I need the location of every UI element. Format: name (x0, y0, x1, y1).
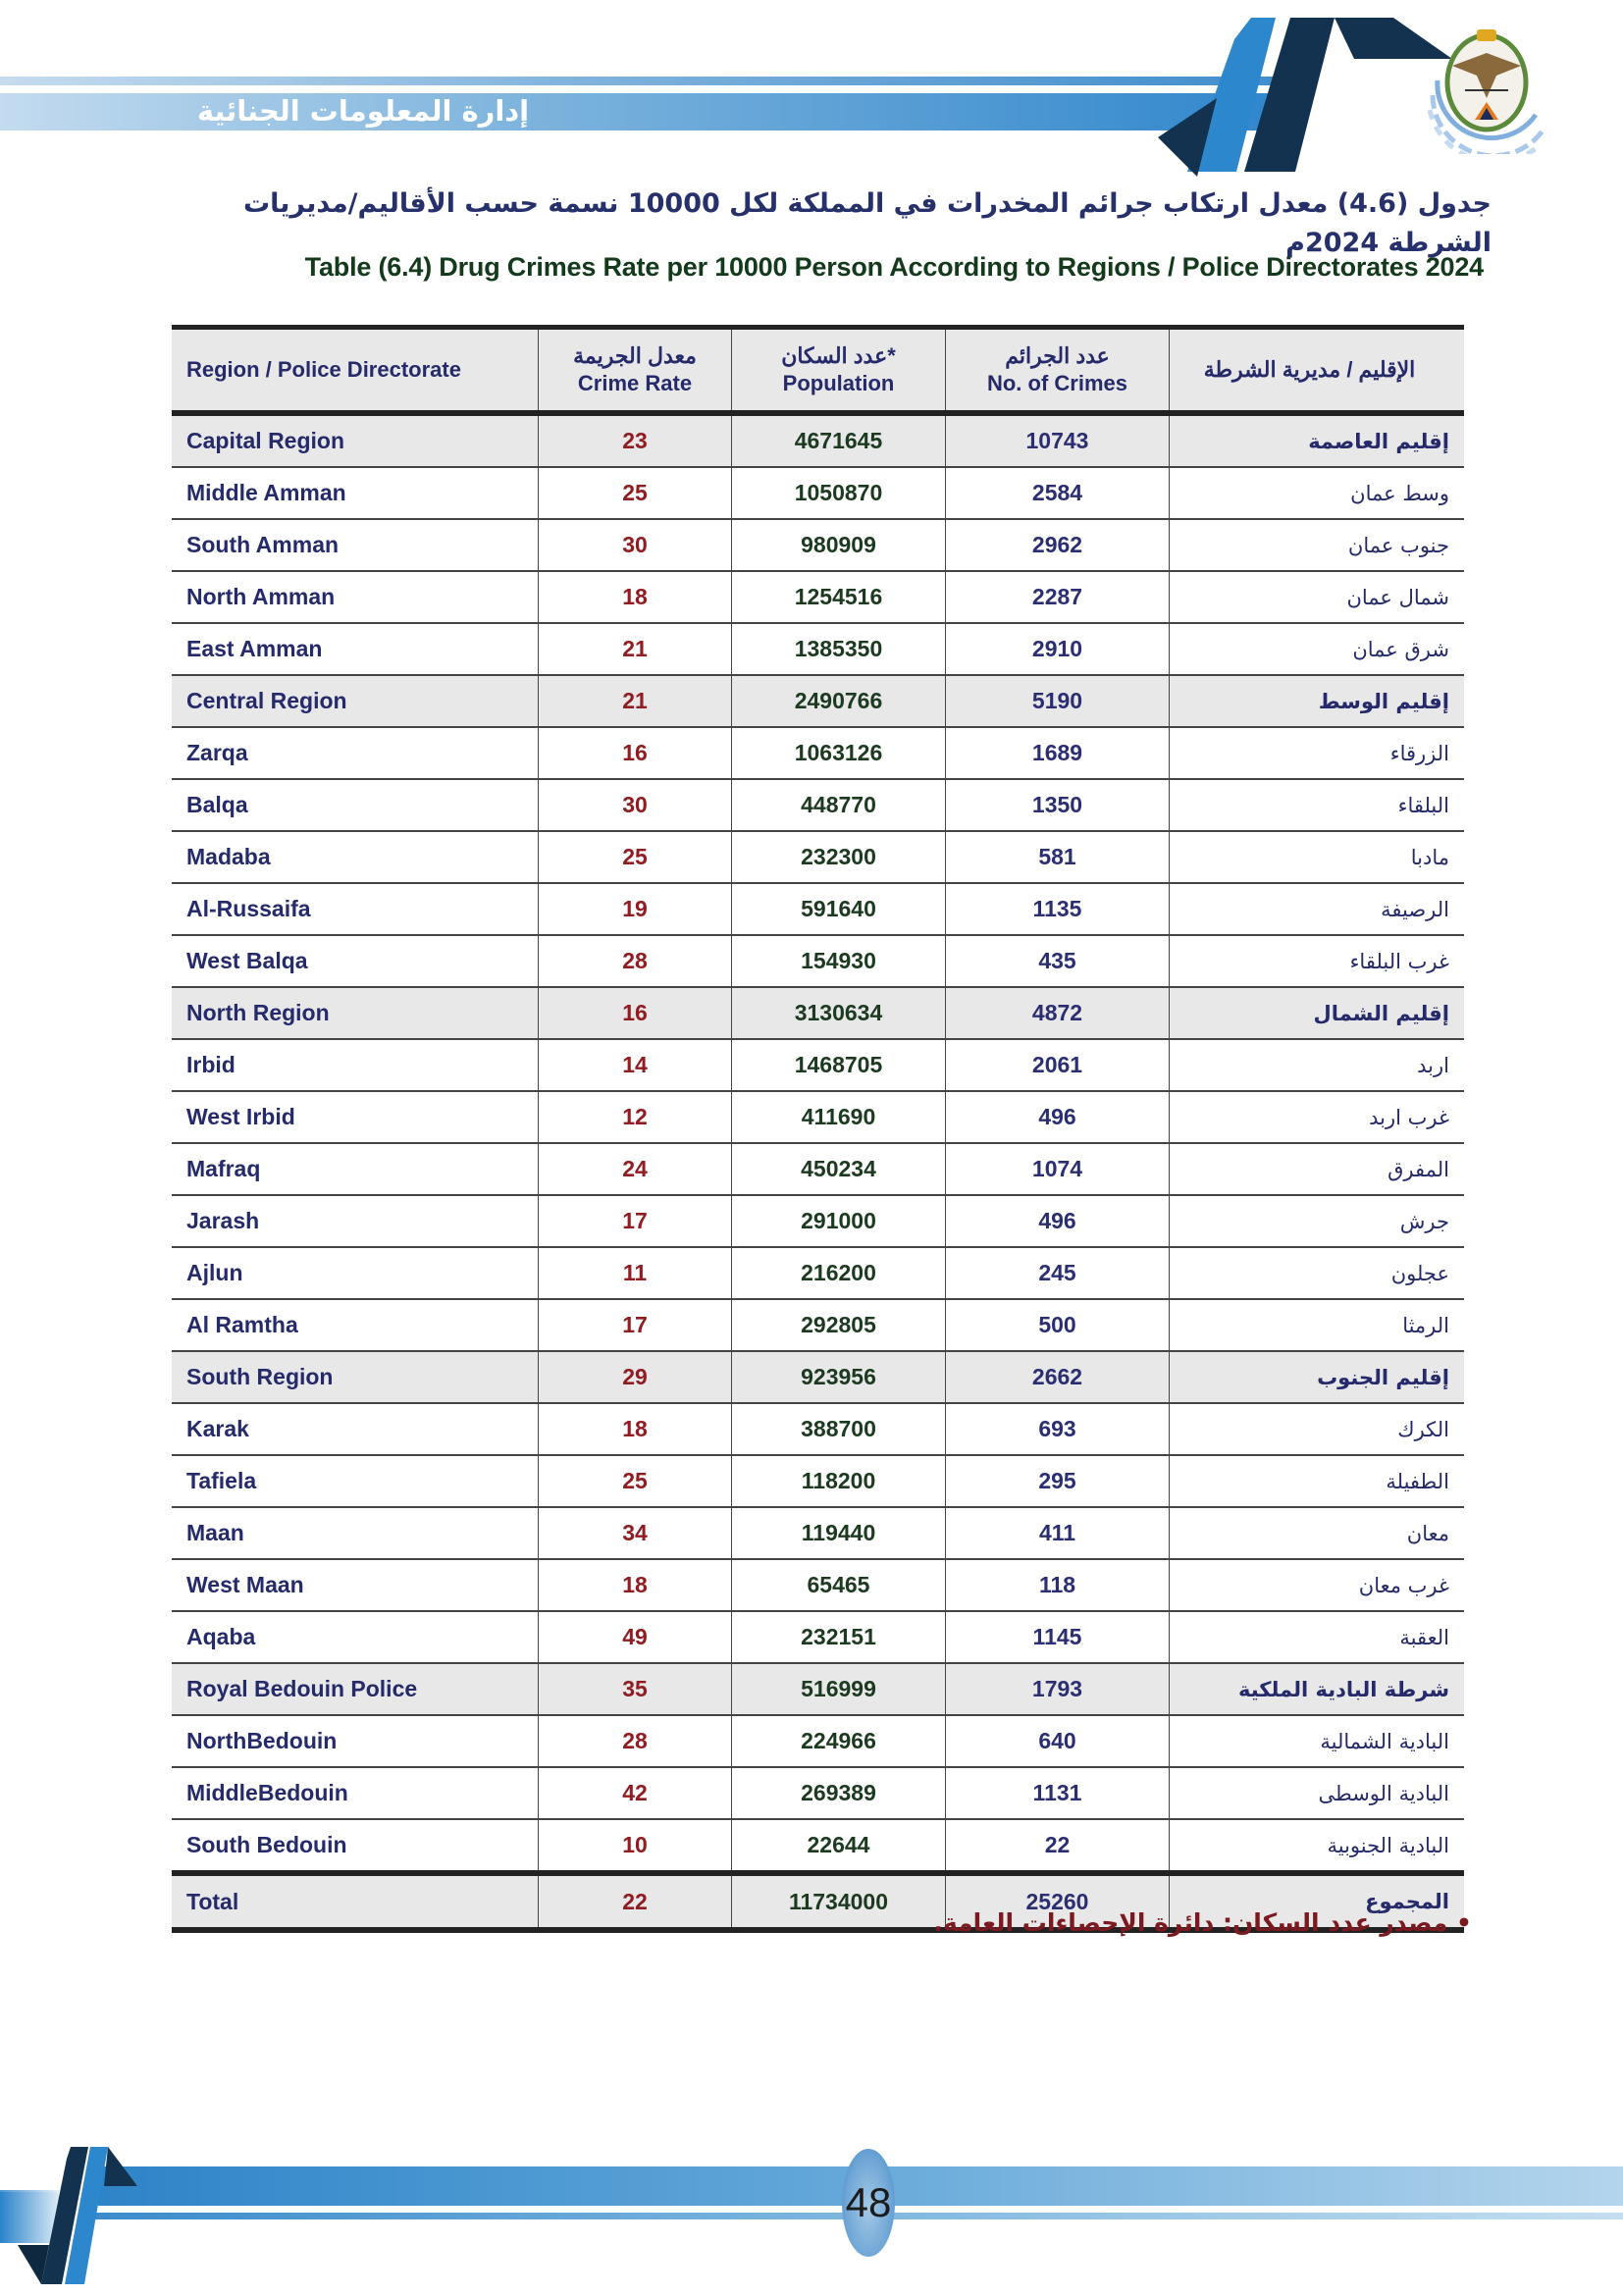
row-crimes: 5190 (946, 675, 1170, 727)
total-label-en: Total (172, 1873, 539, 1930)
directorate-row (172, 831, 1464, 883)
row-name-ar: إقليم العاصمة (1170, 413, 1465, 467)
row-crime-rate: 21 (539, 623, 732, 675)
row-crimes: 2061 (946, 1039, 1170, 1091)
row-crime-rate: 11 (539, 1247, 732, 1299)
row-population: 2490766 (732, 675, 946, 727)
row-crime-rate: 12 (539, 1091, 732, 1143)
row-crime-rate: 25 (539, 1455, 732, 1507)
directorate-row (172, 1091, 1464, 1143)
directorate-row (172, 519, 1464, 571)
header-crime-rate-ar: معدل الجريمة (573, 343, 697, 368)
header-stripes-decoration (1158, 10, 1452, 177)
row-population: 980909 (732, 519, 946, 571)
table-title-english: Table (6.4) Drug Crimes Rate per 10000 Person According to Regions / Police Directorates 2024 (304, 252, 1484, 282)
row-population: 1050870 (732, 467, 946, 519)
row-population: 411690 (732, 1091, 946, 1143)
row-population: 292805 (732, 1299, 946, 1351)
directorate-row (172, 1767, 1464, 1819)
total-crimes: 25260 (946, 1873, 1170, 1930)
row-name-en: Tafiela (172, 1455, 539, 1507)
row-crimes: 693 (946, 1403, 1170, 1455)
row-population: 450234 (732, 1143, 946, 1195)
row-name-en: Capital Region (172, 413, 539, 467)
row-population: 224966 (732, 1715, 946, 1767)
header-crimes (946, 328, 1170, 414)
row-name-en: Mafraq (172, 1143, 539, 1195)
row-name-ar: شمال عمان (1170, 571, 1465, 623)
row-crimes: 2662 (946, 1351, 1170, 1403)
directorate-row (172, 623, 1464, 675)
row-crime-rate: 28 (539, 1715, 732, 1767)
row-name-en: Maan (172, 1507, 539, 1559)
directorate-row (172, 1403, 1464, 1455)
row-name-ar: البادية الشمالية (1170, 1715, 1465, 1767)
row-population: 118200 (732, 1455, 946, 1507)
row-crimes: 2962 (946, 519, 1170, 571)
row-crime-rate: 19 (539, 883, 732, 935)
table-title-arabic: جدول (4.6) معدل ارتكاب جرائم المخدرات في المملكة لكل 10000 نسمة حسب الأقاليم/مديريات الشرطة 2024م (243, 188, 1492, 258)
row-crimes: 581 (946, 831, 1170, 883)
row-crime-rate: 18 (539, 1559, 732, 1611)
row-population: 1254516 (732, 571, 946, 623)
row-population: 591640 (732, 883, 946, 935)
directorate-row (172, 571, 1464, 623)
page-number: 48 (842, 2149, 895, 2257)
population-source-note: • مصدر عدد السكان: دائرة الإحصاءات العامة. (933, 1908, 1472, 1937)
row-crime-rate: 18 (539, 571, 732, 623)
row-name-en: Jarash (172, 1195, 539, 1247)
row-name-ar: البادية الجنوبية (1170, 1819, 1465, 1873)
directorate-row (172, 935, 1464, 987)
row-name-ar: الكرك (1170, 1403, 1465, 1455)
row-name-en: South Bedouin (172, 1819, 539, 1873)
row-name-en: Ajlun (172, 1247, 539, 1299)
row-name-ar: اربد (1170, 1039, 1465, 1091)
table-body (172, 413, 1464, 1873)
row-crimes: 2910 (946, 623, 1170, 675)
header-population-ar: عدد السكان* (781, 343, 896, 368)
row-population: 1063126 (732, 727, 946, 779)
row-name-ar: الزرقاء (1170, 727, 1465, 779)
row-crime-rate: 30 (539, 779, 732, 831)
row-crime-rate: 30 (539, 519, 732, 571)
directorate-row (172, 1559, 1464, 1611)
directorate-row (172, 1819, 1464, 1873)
row-name-ar: إقليم الشمال (1170, 987, 1465, 1039)
row-crime-rate: 10 (539, 1819, 732, 1873)
region-row (172, 675, 1464, 727)
row-name-en: Madaba (172, 831, 539, 883)
row-population: 4671645 (732, 413, 946, 467)
row-crime-rate: 17 (539, 1195, 732, 1247)
row-name-en: Al-Russaifa (172, 883, 539, 935)
row-name-ar: غرب اربد (1170, 1091, 1465, 1143)
row-population: 154930 (732, 935, 946, 987)
row-crimes: 496 (946, 1091, 1170, 1143)
row-name-en: West Irbid (172, 1091, 539, 1143)
footer-stripes-decoration (0, 2119, 157, 2296)
row-name-ar: شرطة البادية الملكية (1170, 1663, 1465, 1715)
row-crimes: 10743 (946, 413, 1170, 467)
row-crime-rate: 16 (539, 727, 732, 779)
row-crime-rate: 25 (539, 831, 732, 883)
region-row (172, 1351, 1464, 1403)
directorate-row (172, 779, 1464, 831)
row-crime-rate: 21 (539, 675, 732, 727)
row-crimes: 500 (946, 1299, 1170, 1351)
total-rate: 22 (539, 1873, 732, 1930)
row-crime-rate: 28 (539, 935, 732, 987)
directorate-row (172, 1715, 1464, 1767)
row-name-en: Central Region (172, 675, 539, 727)
row-crimes: 245 (946, 1247, 1170, 1299)
row-name-ar: إقليم الوسط (1170, 675, 1465, 727)
row-crimes: 1074 (946, 1143, 1170, 1195)
row-population: 65465 (732, 1559, 946, 1611)
row-name-en: Irbid (172, 1039, 539, 1091)
row-crime-rate: 25 (539, 467, 732, 519)
row-crime-rate: 42 (539, 1767, 732, 1819)
row-name-ar: إقليم الجنوب (1170, 1351, 1465, 1403)
row-name-ar: غرب البلقاء (1170, 935, 1465, 987)
header-thin-bar (0, 77, 1315, 85)
row-name-en: East Amman (172, 623, 539, 675)
row-crimes: 435 (946, 935, 1170, 987)
row-crime-rate: 49 (539, 1611, 732, 1663)
row-crime-rate: 34 (539, 1507, 732, 1559)
row-name-en: Karak (172, 1403, 539, 1455)
row-name-en: MiddleBedouin (172, 1767, 539, 1819)
department-name: إدارة المعلومات الجنائية (196, 94, 530, 128)
row-population: 119440 (732, 1507, 946, 1559)
directorate-row (172, 1195, 1464, 1247)
row-crime-rate: 29 (539, 1351, 732, 1403)
row-crime-rate: 17 (539, 1299, 732, 1351)
row-name-en: South Amman (172, 519, 539, 571)
row-name-en: Middle Amman (172, 467, 539, 519)
row-name-ar: وسط عمان (1170, 467, 1465, 519)
row-population: 1385350 (732, 623, 946, 675)
row-name-ar: جنوب عمان (1170, 519, 1465, 571)
row-name-en: Royal Bedouin Police (172, 1663, 539, 1715)
row-crime-rate: 23 (539, 413, 732, 467)
row-population: 22644 (732, 1819, 946, 1873)
row-crimes: 1145 (946, 1611, 1170, 1663)
header-region-en: Region / Police Directorate (172, 328, 539, 414)
row-name-en: Aqaba (172, 1611, 539, 1663)
directorate-row (172, 1507, 1464, 1559)
directorate-row (172, 1143, 1464, 1195)
header-crimes-en: No. of Crimes (986, 371, 1128, 395)
row-crimes: 2584 (946, 467, 1170, 519)
row-name-en: North Amman (172, 571, 539, 623)
row-crime-rate: 18 (539, 1403, 732, 1455)
directorate-row (172, 1299, 1464, 1351)
row-crimes: 4872 (946, 987, 1170, 1039)
row-population: 1468705 (732, 1039, 946, 1091)
row-name-en: North Region (172, 987, 539, 1039)
total-population: 11734000 (732, 1873, 946, 1930)
header-crime-rate (539, 328, 732, 414)
row-name-en: Zarqa (172, 727, 539, 779)
row-name-en: West Maan (172, 1559, 539, 1611)
row-name-ar: جرش (1170, 1195, 1465, 1247)
region-row (172, 987, 1464, 1039)
row-crimes: 1793 (946, 1663, 1170, 1715)
header-population (732, 328, 946, 414)
row-population: 516999 (732, 1663, 946, 1715)
row-crimes: 295 (946, 1455, 1170, 1507)
row-name-en: Al Ramtha (172, 1299, 539, 1351)
row-name-ar: مادبا (1170, 831, 1465, 883)
row-crimes: 1350 (946, 779, 1170, 831)
row-population: 388700 (732, 1403, 946, 1455)
header-crimes-ar: عدد الجرائم (1005, 343, 1110, 368)
directorate-row (172, 883, 1464, 935)
header-population-en: Population (782, 371, 895, 395)
row-population: 448770 (732, 779, 946, 831)
row-crimes: 411 (946, 1507, 1170, 1559)
directorate-row (172, 1611, 1464, 1663)
row-name-ar: الرمثا (1170, 1299, 1465, 1351)
row-name-en: West Balqa (172, 935, 539, 987)
row-crime-rate: 24 (539, 1143, 732, 1195)
row-population: 216200 (732, 1247, 946, 1299)
directorate-row (172, 1455, 1464, 1507)
row-crimes: 2287 (946, 571, 1170, 623)
row-population: 291000 (732, 1195, 946, 1247)
table-header-row (172, 328, 1464, 414)
row-crimes: 640 (946, 1715, 1170, 1767)
row-name-ar: الطفيلة (1170, 1455, 1465, 1507)
drug-crimes-table (172, 325, 1464, 1933)
row-population: 269389 (732, 1767, 946, 1819)
row-name-ar: البلقاء (1170, 779, 1465, 831)
row-crimes: 1131 (946, 1767, 1170, 1819)
row-crime-rate: 16 (539, 987, 732, 1039)
row-crime-rate: 14 (539, 1039, 732, 1091)
row-name-ar: البادية الوسطى (1170, 1767, 1465, 1819)
row-name-ar: المفرق (1170, 1143, 1465, 1195)
total-label-ar: المجموع (1170, 1873, 1465, 1930)
row-crimes: 1135 (946, 883, 1170, 935)
region-row (172, 413, 1464, 467)
row-name-ar: عجلون (1170, 1247, 1465, 1299)
directorate-row (172, 1039, 1464, 1091)
region-row (172, 1663, 1464, 1715)
row-name-ar: الرصيفة (1170, 883, 1465, 935)
header-banner (0, 93, 1295, 130)
row-name-en: Balqa (172, 779, 539, 831)
row-name-ar: غرب معان (1170, 1559, 1465, 1611)
row-name-ar: معان (1170, 1507, 1465, 1559)
row-crime-rate: 35 (539, 1663, 732, 1715)
row-population: 232151 (732, 1611, 946, 1663)
row-crimes: 22 (946, 1819, 1170, 1873)
row-population: 232300 (732, 831, 946, 883)
row-population: 923956 (732, 1351, 946, 1403)
directorate-row (172, 467, 1464, 519)
header-crime-rate-en: Crime Rate (577, 371, 693, 395)
directorate-row (172, 727, 1464, 779)
row-population: 3130634 (732, 987, 946, 1039)
row-crimes: 496 (946, 1195, 1170, 1247)
row-name-ar: العقبة (1170, 1611, 1465, 1663)
public-security-emblem-icon (1428, 22, 1545, 154)
directorate-row (172, 1247, 1464, 1299)
row-name-en: NorthBedouin (172, 1715, 539, 1767)
row-name-ar: شرق عمان (1170, 623, 1465, 675)
header-region-ar: الإقليم / مديرية الشرطة (1170, 328, 1465, 414)
row-crimes: 118 (946, 1559, 1170, 1611)
row-name-en: South Region (172, 1351, 539, 1403)
row-crimes: 1689 (946, 727, 1170, 779)
